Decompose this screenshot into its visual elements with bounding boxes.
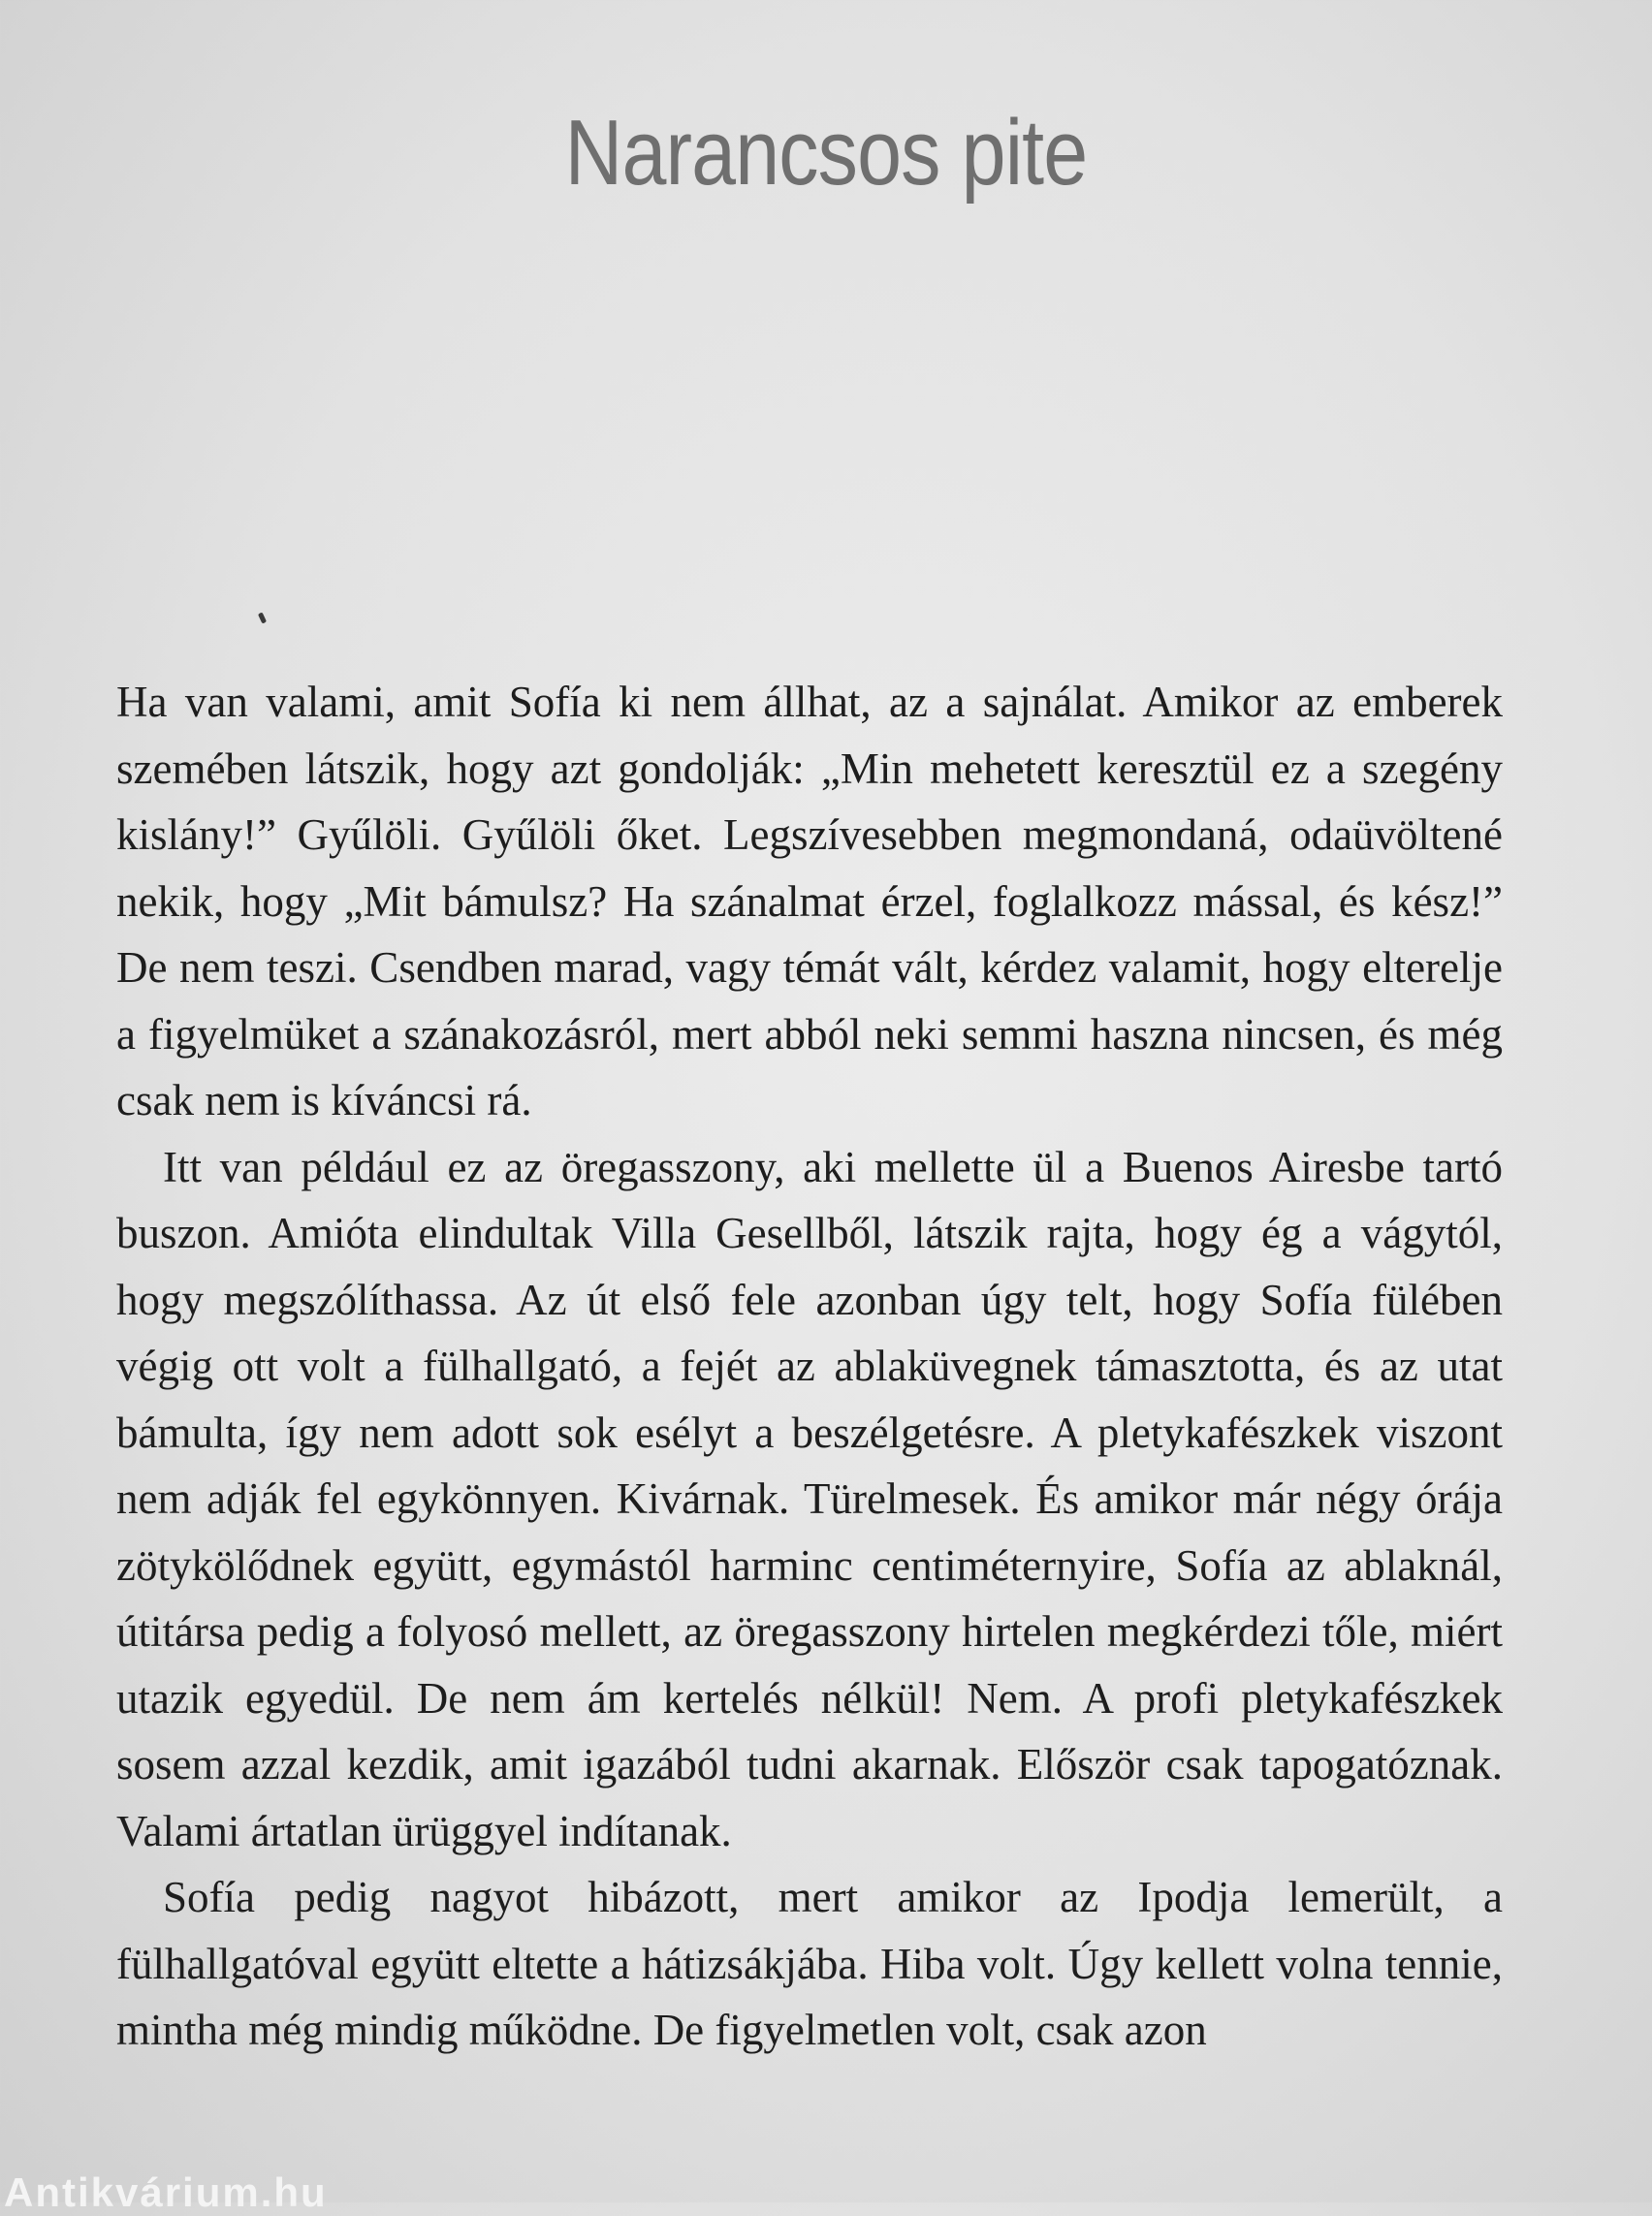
ink-mark (258, 612, 267, 623)
chapter-title: Narancsos pite (564, 101, 1088, 205)
paragraph-2: Itt van például ez az öregasszony, aki mellette ül a Buenos Airesbe tartó buszon. Amióta elindultak Villa Gesellből, látszik rajta, hogy ég a vágytól, hogy megszólíthassa. Az út első fele azonban úgy telt, hogy Sofía fülében végig ott volt a fülhallgató, a fejét az ablaküvegnek támasztotta, és az utat bámulta, így nem adott sok esélyt a beszélgetésre. A pletykafészkek viszont nem adják fel egykönnyen. Kivárnak. Türelmesek. És amikor már négy órája zötykölődnek együtt, egymástól harminc centiméternyire, Sofía az ablaknál, útitársa pedig a folyosó mellett, az öregasszony hirtelen megkérdezi tőle, miért utazik egyedül. De nem ám kertelés nélkül! Nem. A profi pletykafészkek sosem azzal kezdik, amit igazából tudni akarnak. Először csak tapogatóznak. Valami ártatlan ürüggyel indítanak. (116, 1142, 1503, 1855)
paragraph-1: Ha van valami, amit Sofía ki nem állhat, az a sajnálat. Amikor az emberek szemében látszik, hogy azt gondolják: „Min mehetett keresztül ez a szegény kislány!” Gyűlöli. Gyűlöli őket. Legszívesebben megmondaná, odaüvöltené nekik, hogy „Mit bámulsz? Ha szánalmat érzel, foglalkozz mással, és kész!” De nem teszi. Csendben marad, vagy témát vált, kérdez valamit, hogy elterelje a figyelmüket a szánakozásról, mert abból neki semmi haszna nincsen, és még csak nem is kíváncsi rá. (116, 678, 1503, 1124)
paragraph-3: Sofía pedig nagyot hibázott, mert amikor az Ipodja lemerült, a fülhallgatóval együtt eltette a hátizsákjába. Hiba volt. Úgy kellett volna tennie, mintha még mindig működne. De figyelmetlen volt, csak azon (116, 1873, 1503, 2054)
watermark: Antikvárium.hu (4, 2169, 328, 2215)
body-text (116, 669, 1503, 2064)
